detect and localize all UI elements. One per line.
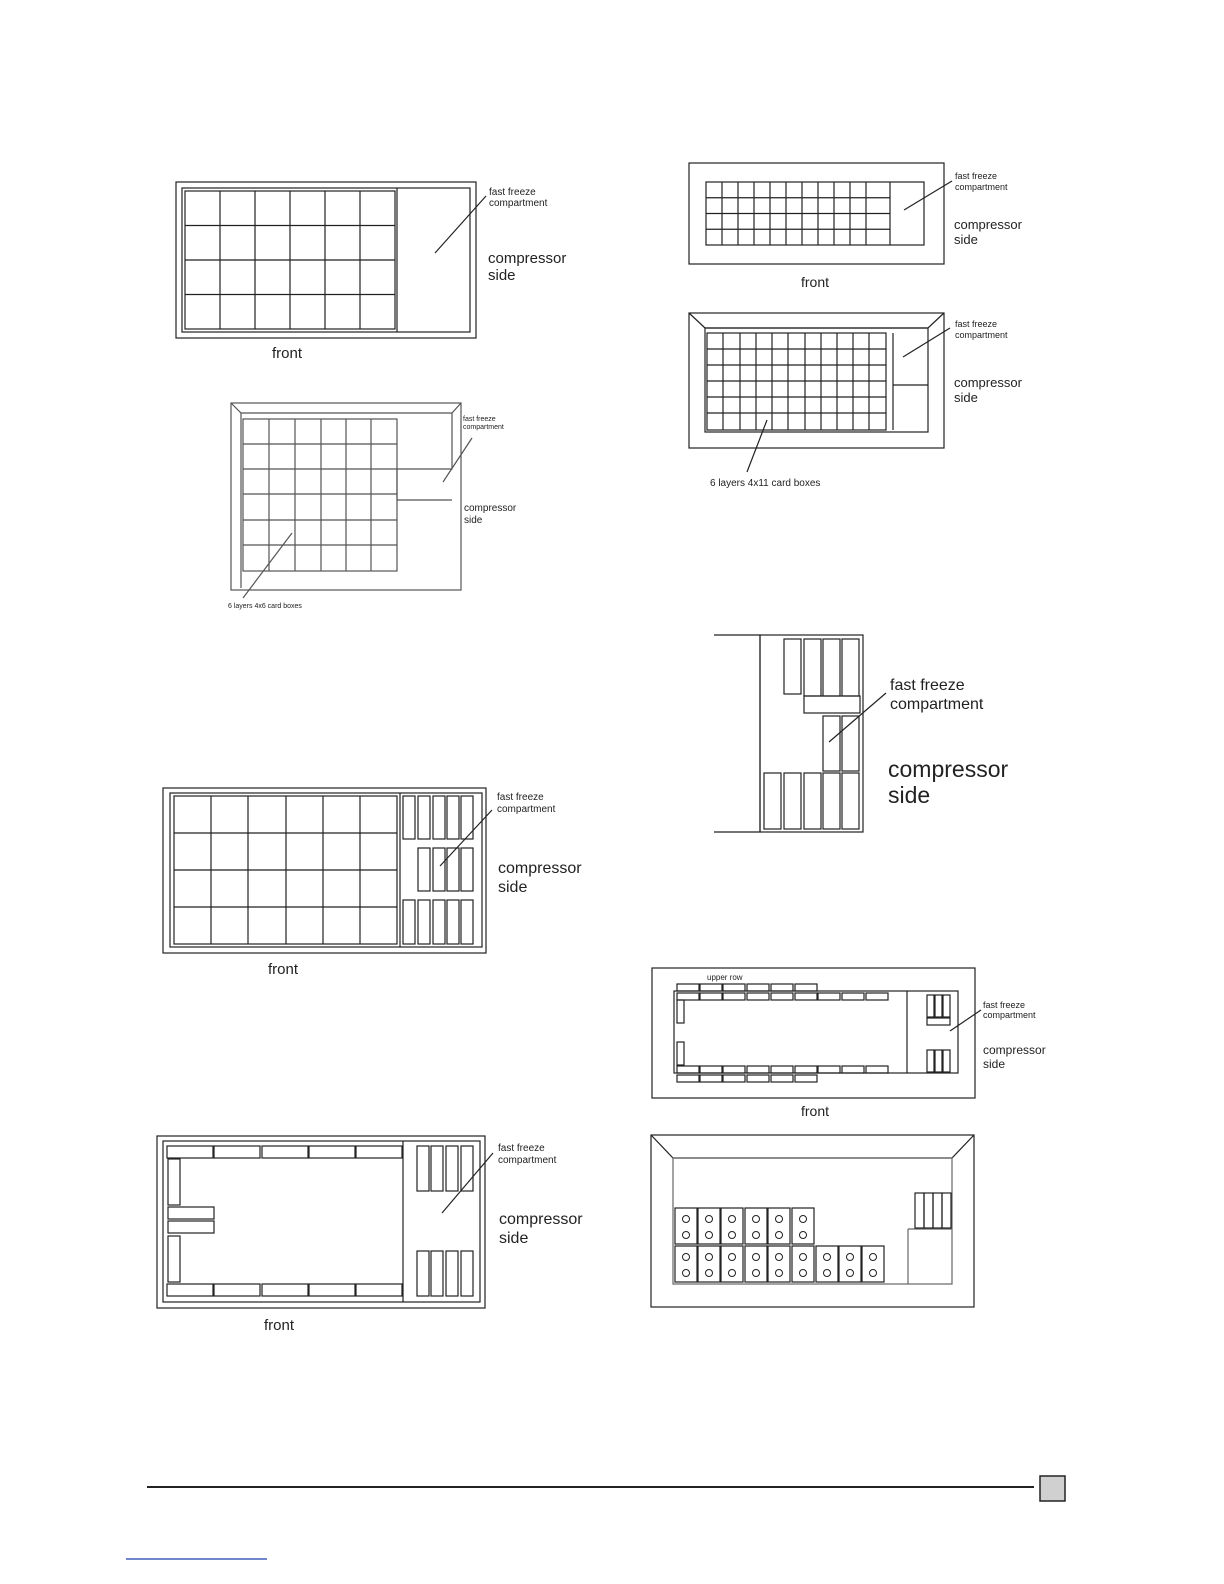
compressor-label-2: side (464, 515, 483, 526)
boxes-leader (243, 533, 292, 598)
fast-freeze-leader (440, 810, 492, 866)
fast-freeze-label-1: fast freeze (463, 416, 496, 423)
box-grid-lines (706, 182, 890, 245)
fast-freeze-label-1: fast freeze (955, 171, 998, 181)
lid-bevel (689, 313, 944, 328)
freezer-outline (651, 1135, 974, 1307)
front-label: front (801, 274, 830, 290)
compressor-label-2: side (983, 1057, 1006, 1071)
top-row (677, 993, 888, 1000)
lower-racks (764, 773, 859, 829)
upper-racks (784, 639, 859, 696)
diagram-perimeter-racks (157, 1136, 583, 1334)
lid-bevel (231, 403, 461, 413)
middle-racks (823, 716, 859, 771)
box-grid-lines (707, 333, 886, 430)
compressor-label-2: side (499, 1230, 529, 1247)
compressor-label-1: compressor (488, 250, 567, 267)
compressor-label-1: compressor (954, 217, 1022, 232)
diagram-4x11-perspective (689, 313, 1023, 489)
boxes-label: 6 layers 4x6 card boxes (228, 603, 302, 610)
front-label: front (801, 1103, 830, 1119)
middle-racks (418, 848, 473, 891)
bottom-row (677, 1066, 888, 1073)
fast-freeze-label-2: compartment (983, 1010, 1036, 1020)
fast-freeze-label-2: compartment (497, 804, 556, 815)
fast-freeze-racks (417, 1146, 473, 1296)
compressor-label-2: side (498, 879, 528, 896)
compressor-label-1: compressor (954, 375, 1022, 390)
fast-freeze-label-2: compartment (955, 330, 1008, 340)
fast-freeze-label-1: fast freeze (983, 1000, 1026, 1010)
fast-freeze-label-1: fast freeze (497, 792, 544, 803)
lid-bevel (651, 1135, 974, 1158)
compressor-label-1: compressor (498, 860, 582, 877)
fast-freeze-racks (915, 1193, 951, 1228)
box-grid-lines (174, 796, 397, 944)
fast-freeze-leader (903, 328, 950, 357)
front-label: front (272, 345, 303, 362)
lower-racks (403, 900, 473, 944)
front-label: front (268, 961, 299, 978)
upper-racks (403, 796, 473, 839)
fast-freeze-label-2: compartment (955, 182, 1008, 192)
front-label: front (264, 1317, 295, 1334)
freezer-edge (714, 635, 760, 832)
fast-freeze-leader (950, 1010, 981, 1031)
side-rack (677, 1042, 684, 1065)
inner-well (705, 328, 928, 432)
fast-freeze-label-2: compartment (890, 696, 984, 713)
boxes-leader (747, 420, 767, 472)
fast-freeze-leader (443, 438, 472, 482)
box-grid-lines (185, 191, 395, 329)
compartment-outline (760, 635, 863, 832)
upper-row-label: upper row (707, 973, 743, 982)
diagram-compartment-detail (714, 635, 1008, 832)
fast-freeze-label-2: compartment (463, 424, 504, 431)
compressor-label-2: side (954, 232, 978, 247)
diagram-long-rows (652, 968, 1046, 1119)
compressor-label-2: side (488, 267, 516, 284)
diagram-4x6-top-view (176, 182, 566, 362)
fast-freeze-label-1: fast freeze (955, 319, 998, 329)
box-grid-lines (243, 419, 397, 571)
fast-freeze-label-2: compartment (498, 1155, 557, 1166)
diagram-4x11-top-view (689, 163, 1023, 290)
tube-racks-upper (675, 1208, 814, 1244)
fast-freeze-outline (893, 333, 928, 385)
fast-freeze-label-1: fast freeze (498, 1143, 545, 1154)
compressor-label-1: compressor (888, 756, 1009, 782)
bottom-lower-row (677, 1075, 817, 1082)
box-grid (243, 419, 397, 571)
fast-freeze-label-2: compartment (489, 198, 548, 209)
horizontal-rack (804, 696, 860, 713)
diagram-4x6-perspective (228, 403, 517, 610)
side-racks (168, 1159, 214, 1282)
inner-well (673, 1158, 952, 1284)
page-footer (126, 1476, 1065, 1559)
top-upper-row (677, 984, 817, 991)
boxes-label: 6 layers 4x11 card boxes (710, 478, 821, 489)
freezer-inner (674, 991, 958, 1073)
compressor-label-1: compressor (983, 1043, 1046, 1057)
freezer-outline (157, 1136, 485, 1308)
fast-freeze-label-1: fast freeze (489, 187, 536, 198)
compressor-label-2: side (954, 390, 978, 405)
compressor-label-1: compressor (464, 503, 517, 514)
compressor-label-1: compressor (499, 1211, 583, 1228)
top-row (167, 1146, 402, 1158)
fast-freeze-leader (829, 693, 886, 742)
fast-freeze-leader (435, 196, 486, 253)
diagram-tube-racks-perspective (651, 1135, 974, 1307)
fast-freeze-outline (397, 413, 452, 469)
fast-freeze-label-1: fast freeze (890, 677, 965, 694)
bottom-row (167, 1284, 402, 1296)
side-rack (677, 1000, 684, 1023)
compressor-label-2: side (888, 782, 931, 808)
fast-freeze-leader (904, 181, 952, 210)
page-number-box (1040, 1476, 1065, 1501)
diagram-4x6-with-racks (163, 788, 582, 978)
fast-freeze-racks (927, 995, 950, 1072)
